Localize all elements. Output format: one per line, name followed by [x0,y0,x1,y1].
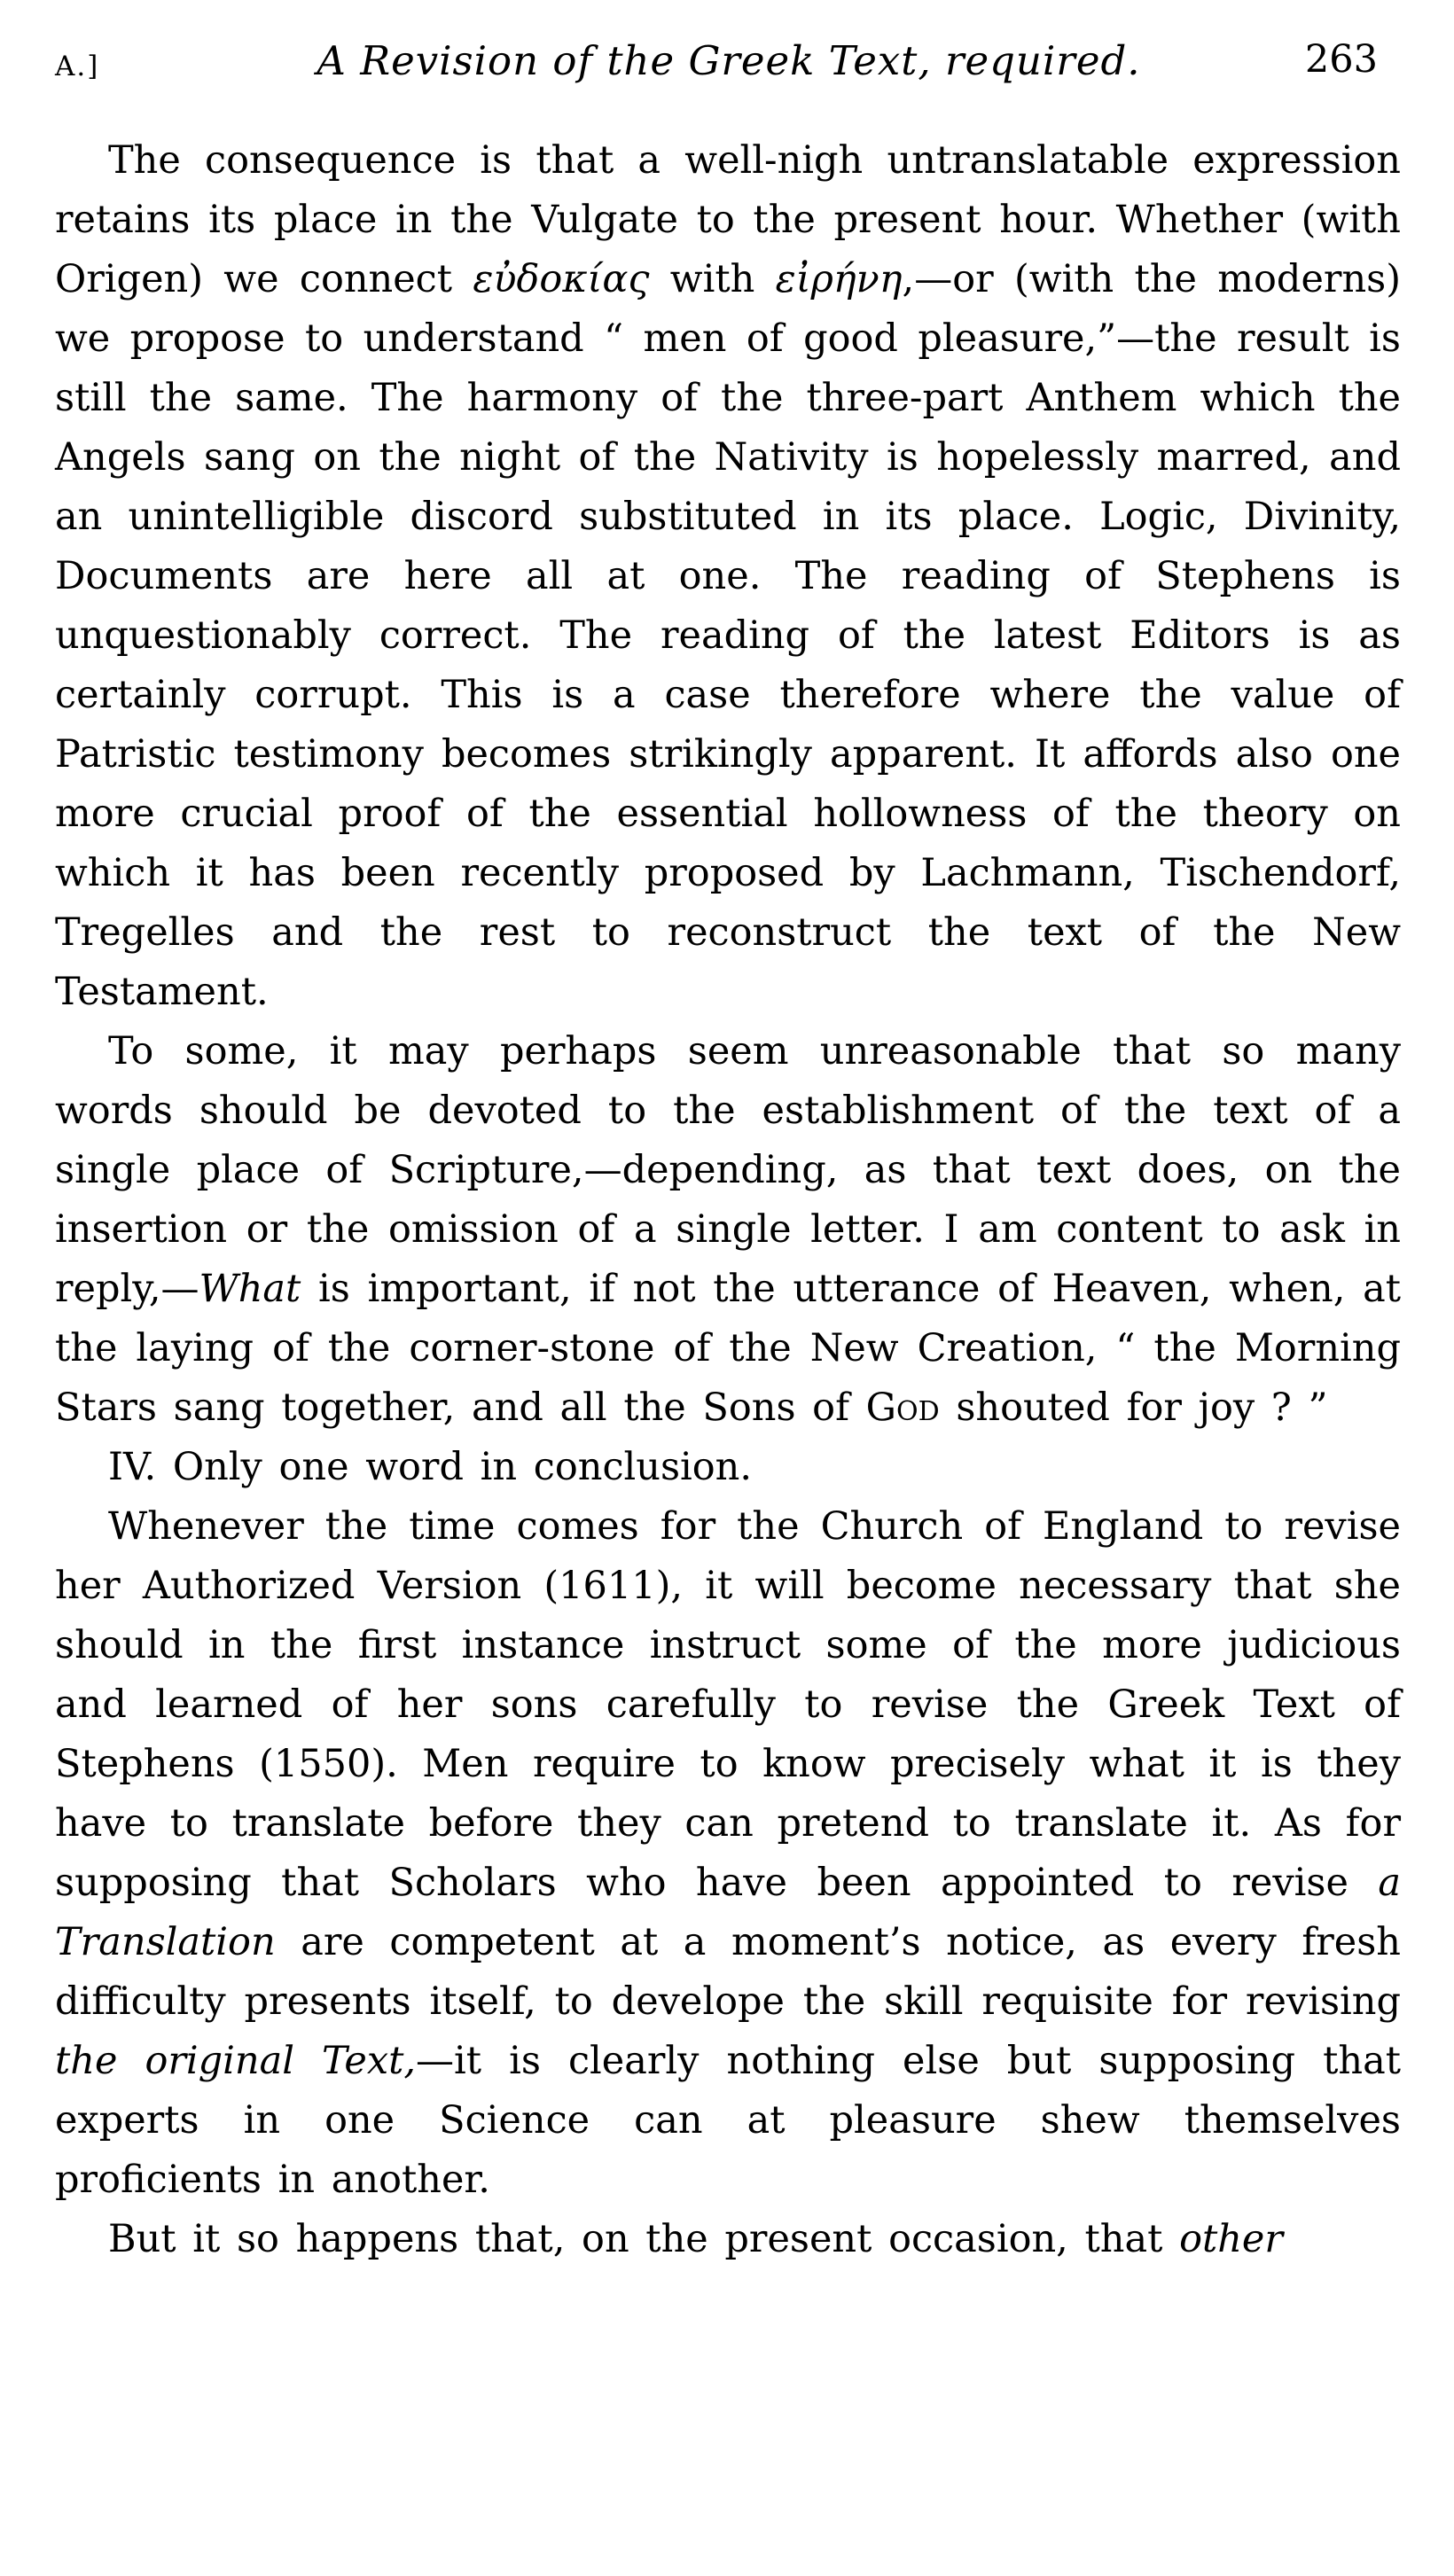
text-run: IV. Only one word in conclusion. [108,1445,753,1489]
italic-run: the original Text, [55,2039,417,2083]
paragraph [55,1497,1401,2210]
text-run: with [649,257,776,301]
paragraph [55,131,1401,1022]
text-run: shouted for joy ? ” [939,1386,1328,1430]
section-signature: A.] [55,51,100,82]
italic-run: a Translation [55,1861,1401,1964]
running-title: A Revision of the Greek Text, required. [317,37,1141,84]
paragraph [55,1438,1401,1497]
paragraph [55,2210,1401,2269]
text-run: —it is clearly nothing else but supposing that experts in one Science can at pleasure shew themselves proficients in another. [55,2039,1401,2202]
italic-run: What [199,1267,301,1311]
text-run: To some, it may perhaps seem unreasonable that so many words should be devoted to the establishment of the text of a single place of Scripture,—depending, as that text does, on the insertion or the omission of a single letter. I am content to ask in reply,— [55,1029,1401,1311]
greek-term: εἰρήνη [775,257,903,301]
page-header [55,37,1403,90]
greek-term: εὐδοκίας [473,257,650,301]
text-run: The consequence is that a well-nigh untranslatable expression retains its place in the Vulgate to the present hour. Whether (with Origen) we connect [55,138,1401,301]
body-text [55,131,1401,2269]
smallcaps-word: God [865,1386,940,1430]
italic-run: other [1179,2217,1283,2261]
page-number: 263 [1304,37,1378,82]
text-run: is important, if not the utterance of Heaven, when, at the laying of the corner-stone of the New Creation, “ the Morning Stars sang together, and all the Sons of [55,1267,1401,1430]
text-run: But it so happens that, on the present occasion, that [108,2217,1180,2261]
text-run: are competent at a moment’s notice, as every fresh difficulty presents itself, to develope the skill requisite for revising [55,1920,1401,2024]
text-run: Whenever the time comes for the Church of England to revise her Authorized Version (1611), it will become necessary that she should in the first instance instruct some of the more judicious and learned of her sons carefully to revise the Greek Text of Stephens (1550). Men require to know precisely what it is they have to translate before they can pretend to translate it. As for supposing that Scholars who have been appointed to revise [55,1504,1401,1905]
text-run: ,—or (with the moderns) we propose to understand “ men of good pleasure,”—the result is still the same. The harmony of the three-part Anthem which the Angels sang on the night of the Nativity is hopelessly marred, and an unintelligible discord substituted in its place. Logic, Divinity, Documents are here all at one. The reading of Stephens is unquestionably correct. The reading of the latest Editors is as certainly corrupt. This is a case therefore where the value of Patristic testimony becomes strikingly apparent. It affords also one more crucial proof of the essential hollowness of the theory on which it has been recently proposed by Lachmann, Tischendorf, Tregelles and the rest to reconstruct the text of the New Testament. [55,257,1401,1014]
paragraph [55,1022,1401,1438]
